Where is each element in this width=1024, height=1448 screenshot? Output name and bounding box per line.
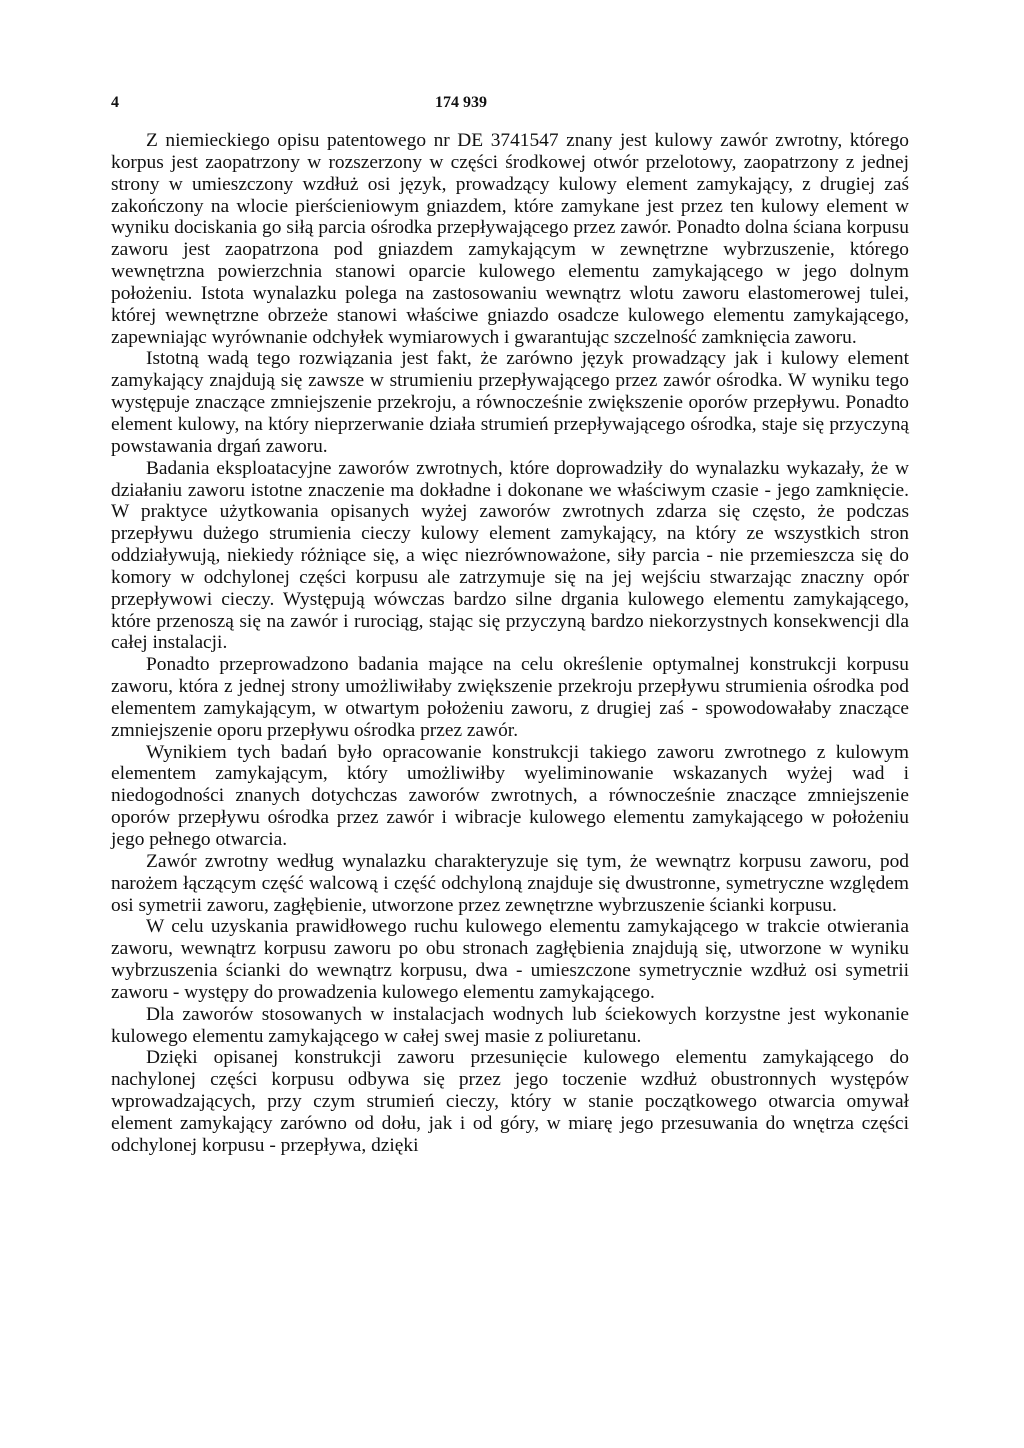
paragraph: W celu uzyskania prawidłowego ruchu kulowego elementu zamykającego w trakcie otwierania zaworu, wewnątrz korpusu zaworu po obu stronach zagłębienia znajdują się, utworzone w wyniku wybrzuszenia ścianki do wewnątrz korpusu, dwa - umieszczone symetrycznie wzdłuż osi symetrii zaworu - występy do prowadzenia kulowego elementu zamykającego. <box>111 916 909 1003</box>
body-text <box>111 130 909 1157</box>
patent-number: 174 939 <box>435 94 487 111</box>
paragraph: Ponadto przeprowadzono badania mające na celu określenie optymalnej konstrukcji korpusu zaworu, która z jednej strony umożliwiłaby zwiększenie przekroju przepływu strumienia ośrodka pod elementem zamykającym, w otwartym położeniu zaworu, z drugiej zaś - spowodowałaby znaczące zmniejszenie oporu przepływu ośrodka przez zawór. <box>111 654 909 741</box>
paragraph: Badania eksploatacyjne zaworów zwrotnych, które doprowadziły do wynalazku wykazały, że w działaniu zaworu istotne znaczenie ma dokładne i dokonane we właściwym czasie - jego zamknięcie. W praktyce użytkowania opisanych wyżej zaworów zwrotnych zdarza się często, że podczas przepływu dużego strumienia cieczy kulowy element zamykający, na który ze wszystkich stron oddziaływują, niekiedy różniące się, a więc niezrównoważone, siły parcia - nie przemieszcza się do komory w odchylonej części korpusu ale zatrzymuje się na jej wejściu stwarzając znaczny opór przepływowi cieczy. Występują wówczas bardzo silne drgania kulowego elementu zamykającego, które przenoszą się na zawór i rurociąg, stając się przyczyną bardzo niekorzystnych konsekwencji dla całej instalacji. <box>111 457 909 654</box>
paragraph: Zawór zwrotny według wynalazku charakteryzuje się tym, że wewnątrz korpusu zaworu, pod narożem łączącym część walcową i część odchyloną znajduje się dwustronne, symetryczne względem osi symetrii zaworu, zagłębienie, utworzone przez zewnętrzne wybrzuszenie ścianki korpusu. <box>111 850 909 916</box>
paragraph: Wynikiem tych badań było opracowanie konstrukcji takiego zaworu zwrotnego z kulowym elementem zamykającym, który umożliwiłby wyeliminowanie wskazanych wyżej wad i niedogodności znanych dotychczas zaworów zwrotnych, a równocześnie znaczące zmniejszenie oporów przepływu ośrodka przez zawór i wibracje kulowego elementu zamykającego w położeniu jego pełnego otwarcia. <box>111 741 909 850</box>
paragraph: Z niemieckiego opisu patentowego nr DE 3741547 znany jest kulowy zawór zwrotny, którego korpus jest zaopatrzony w rozszerzony w części środkowej otwór przelotowy, zaopatrzony z jednej strony w umieszczony wzdłuż osi język, prowadzący kulowy element zamykający, z drugiej zaś zakończony na wlocie pierścieniowym gniazdem, które zamykane jest przez ten kulowy element w wyniku dociskania go siłą parcia ośrodka przepływającego przez zawór. Ponadto dolna ściana korpusu zaworu jest zaopatrzona pod gniazdem zamykającym w zewnętrzne wybrzuszenie, którego wewnętrzna powierzchnia stanowi oparcie kulowego elementu zamykającego w jego dolnym położeniu. Istota wynalazku polega na zastosowaniu wewnątrz wlotu zaworu elastomerowej tulei, której wewnętrzne obrzeże stanowi właściwe gniazdo osadcze kulowego elementu zamykającego, zapewniając wyrównanie odchyłek wymiarowych i gwarantując szczelność zamknięcia zaworu. <box>111 130 909 348</box>
paragraph: Istotną wadą tego rozwiązania jest fakt, że zarówno język prowadzący jak i kulowy element zamykający znajdują się zawsze w strumieniu przepływającego przez zawór ośrodka. W wyniku tego występuje znaczące zmniejszenie przekroju, a równocześnie zwiększenie oporów przepływu. Ponadto element kulowy, na który nieprzerwanie działa strumień przepływającego ośrodka, staje się przyczyną powstawania drgań zaworu. <box>111 348 909 457</box>
paragraph: Dla zaworów stosowanych w instalacjach wodnych lub ściekowych korzystne jest wykonanie kulowego elementu zamykającego w całej swej masie z poliuretanu. <box>111 1003 909 1047</box>
page-number: 4 <box>111 94 119 111</box>
page-header <box>111 94 911 118</box>
paragraph: Dzięki opisanej konstrukcji zaworu przesunięcie kulowego elementu zamykającego do nachylonej części korpusu odbywa się przez jego toczenie wzdłuż obustronnych występów wprowadzających, przy czym strumień cieczy, który w stanie początkowego otwarcia omywał element zamykający zarówno od dołu, jak i od góry, w miarę jego przesuwania do wnętrza części odchylonej korpusu - przepływa, dzięki <box>111 1047 909 1156</box>
